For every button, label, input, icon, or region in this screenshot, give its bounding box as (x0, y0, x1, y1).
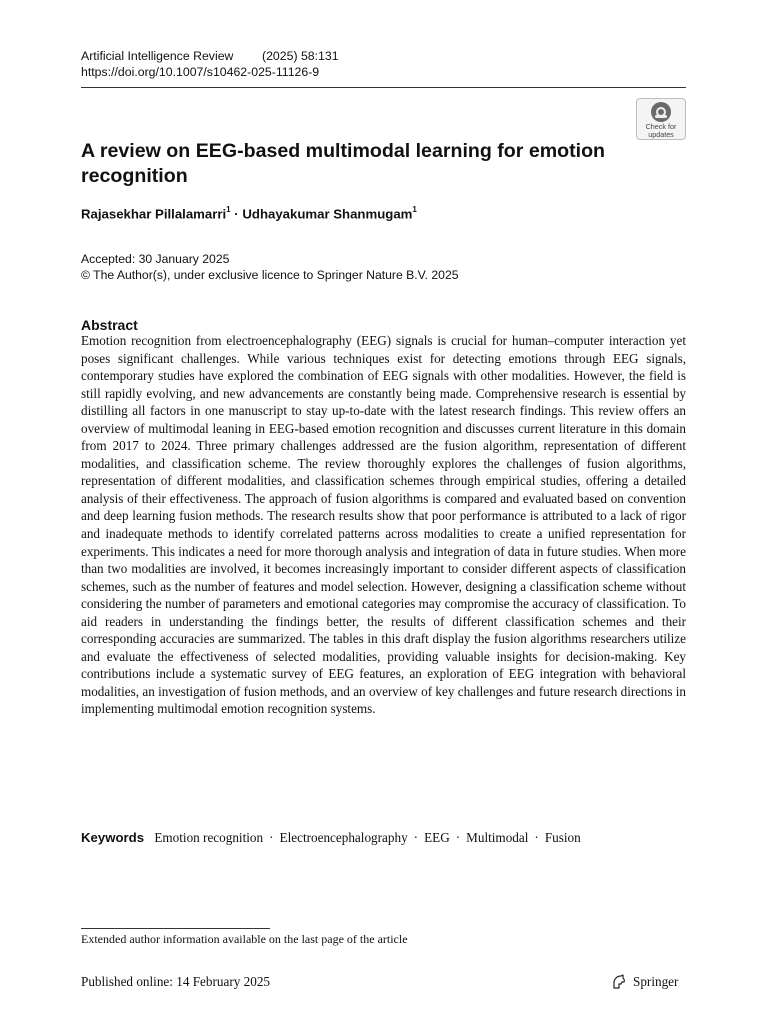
badge-line2: updates (648, 129, 674, 139)
crossmark-icon (651, 102, 671, 122)
doi-link[interactable]: https://doi.org/10.1007/s10462-025-11126-9 (81, 64, 320, 79)
keyword: Fusion (544, 830, 581, 845)
affiliation-marker: 1 (226, 205, 231, 214)
abstract-body: Emotion recognition from electroencephalography (EEG) signals is crucial for human–computer interaction yet poses significant challenges. While various techniques exist for detecting emotions through EEG signals, contemporary studies have explored the combination of EEG signals with other modalities. However, the field is still rapidly evolving, and new advancements are constantly being made. Comprehensive research is essential by distilling all factors in one manuscript to stay up-to-date with the latest research findings. This review offers an overview of multimodal leaning in EEG-based emotion recognition and discusses current literature in this domain from 2017 to 2024. Three primary challenges addressed are the fusion algorithm, representation of different modalities, and classification scheme. The review thoroughly explores the challenges of fusion algorithms, representation of different modalities, and classification schemes through empirical studies, offering a detailed analysis of their effectiveness. The approach of fusion algorithms is compared and evaluated based on convention and deep learning fusion methods. The research results show that poor performance is attributed to a lack of rigor and inadequate methods to identify correlated patterns across modalities to create a unified representation for experiments. This indicates a need for more thorough analysis and integration of data in future studies. When more than two modalities are involved, it becomes increasingly important to consider different aspects of classification schemes, such as the number of features and model selection. However, designing a classification scheme without considering the number of parameters and emotional categories may compromise the accuracy of classification. To aid readers in understanding the findings better, the results of different classification schemes and their corresponding accuracies are summarized. The tables in this draft display the fusion algorithms researchers utilize and evaluate the effectiveness of selected modalities, providing valuable insights for decision-making. Key contributions include a systematic survey of EEG features, an exploration of EEG integration with behavioral modalities, an investigation of fusion methods, and an overview of key challenges and future research directions in implementing multimodal emotion recognition systems. (81, 333, 686, 717)
accepted-date: Accepted: 30 January 2025 (81, 252, 230, 266)
springer-horse-icon (611, 974, 627, 990)
author-name[interactable]: Udhayakumar Shanmugam (242, 206, 413, 222)
footnote: Extended author information available on the last page of the article (81, 932, 408, 946)
affiliation-marker: 1 (412, 205, 417, 214)
journal-header (81, 49, 339, 80)
article-title: A review on EEG-based multimodal learning for emotion recognition (81, 140, 606, 187)
check-for-updates-badge[interactable] (636, 98, 686, 140)
keyword-separator: · (455, 830, 461, 845)
keyword: Electroencephalography (279, 830, 408, 845)
footnote-rule (81, 928, 270, 929)
header-rule (81, 87, 686, 88)
keyword: Multimodal (466, 830, 529, 845)
copyright-notice: © The Author(s), under exclusive licence to Springer Nature B.V. 2025 (81, 268, 459, 282)
publisher-name: Springer (633, 974, 679, 989)
keywords-label: Keywords (81, 830, 145, 845)
publisher-logo (611, 974, 678, 990)
author-name[interactable]: Rajasekhar Pillalamarri (81, 206, 227, 222)
badge-line1: Check for (645, 122, 677, 131)
keyword-separator: · (534, 830, 539, 845)
author-list (81, 206, 417, 221)
keyword-separator: · (269, 830, 274, 845)
abstract-heading: Abstract (81, 317, 138, 333)
keywords-section (81, 830, 581, 846)
author-separator: · (234, 206, 239, 222)
keyword-separator: · (413, 830, 419, 845)
keyword: EEG (424, 830, 450, 845)
published-date: Published online: 14 February 2025 (81, 974, 271, 989)
journal-name: Artificial Intelligence Review (81, 49, 234, 63)
article-dates (81, 251, 459, 283)
keyword: Emotion recognition (154, 830, 264, 845)
citation: (2025) 58:131 (262, 49, 339, 63)
